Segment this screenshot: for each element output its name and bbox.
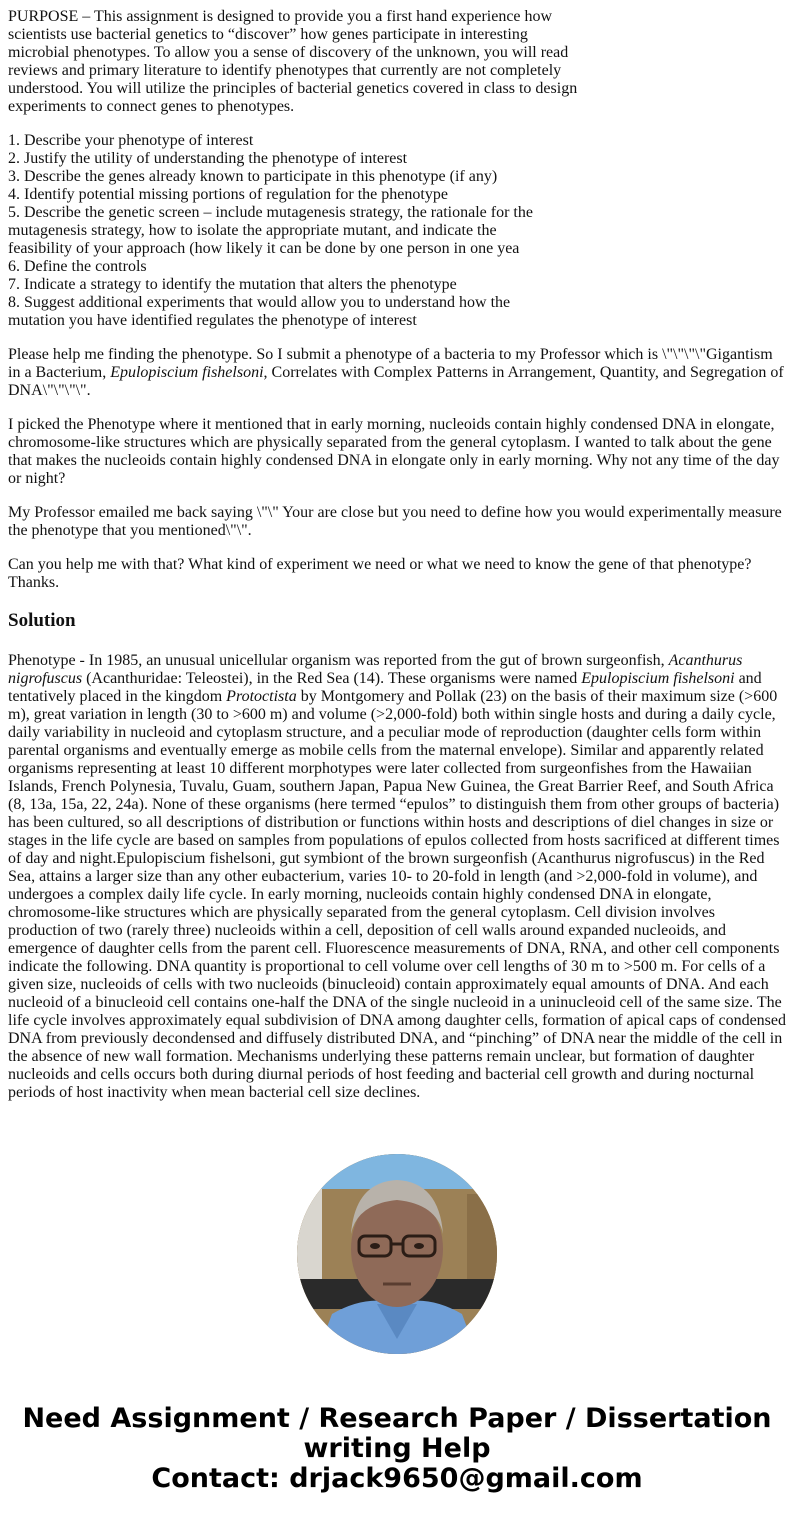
task-line: 4. Identify potential missing portions of regulation for the phenotype [8,186,448,203]
species-name: Epulopiscium fishelsoni [110,364,264,381]
picked-paragraph: I picked the Phenotype where it mentioned that in early morning, nucleoids contain highly condensed DNA in elongate, chromosome-like structures which are physically separated from the general cytoplasm. I wanted to talk about the gene that makes the nucleoids contain highly condensed DNA in elongate only in early morning. Why not any time of the day or night? [8,416,780,487]
italic-term: Acanthurus nigrofuscus [8,652,743,687]
solution-text: (Acanthuridae: Teleostei), in the Red Sea (14). These organisms were named [82,670,582,687]
submit-paragraph [8,346,786,400]
avatar [297,1154,497,1354]
solution-heading: Solution [8,610,76,631]
task-line: 7. Indicate a strategy to identify the mutation that alters the phenotype [8,276,457,293]
footer-line: Need Assignment / Research Paper / Dissertation [22,1403,772,1434]
task-line: mutation you have identified regulates the phenotype of interest [8,312,417,329]
contact-footer [0,1404,794,1524]
solution-text: and tentatively placed in the kingdom [8,670,762,705]
purpose-paragraph: PURPOSE – This assignment is designed to provide you a first hand experience how scientists use bacterial genetics to “discover” how genes participate in interesting microbial phenotypes. To allow you a sense of discovery of the unknown, you will read reviews and primary literature to identify phenotypes that currently are not completely understood. You will utilize the principles of bacterial genetics covered in class to design experiments to connect genes to phenotypes. [8,8,578,115]
professor-paragraph: My Professor emailed me back saying \"\" Your are close but you need to define how you would experimentally measure the phenotype that you mentioned\"\". [8,504,782,539]
task-line: 5. Describe the genetic screen – include mutagenesis strategy, the rationale for the [8,204,533,221]
task-list [8,132,568,330]
task-line: 1. Describe your phenotype of interest [8,132,254,149]
italic-term: Epulopiscium fishelsoni [581,670,735,687]
avatar-container [0,1154,794,1354]
person-portrait-icon [297,1154,497,1354]
task-line: mutagenesis strategy, how to isolate the appropriate mutant, and indicate the [8,222,497,239]
solution-paragraph [8,652,786,1102]
task-line: 2. Justify the utility of understanding the phenotype of interest [8,150,408,167]
footer-contact: Contact: drjack9650@gmail.com [151,1463,643,1494]
task-line: 8. Suggest additional experiments that would allow you to understand how the [8,294,511,311]
submit-text-end: , Correlates with Complex Patterns in Arrangement, Quantity, and Segregation of DNA\"\"\"\". [8,364,784,399]
solution-text: by Montgomery and Pollak (23) on the basis of their maximum size (>600 m), great variation in length (30 to >600 m) and volume (>2,000-fold) both within single hosts and during a daily cycle, daily variability in nucleoid and cytoplasm structure, and a peculiar mode of reproduction (daughter cells form within parental organisms and eventually emerge as mobile cells from the maternal envelope). Similar and apparently related organisms representing at least 10 different morphotypes were later collected from surgeonfishes from the Hawaiian Islands, French Polynesia, Tuvalu, Guam, southern Japan, Papua New Guinea, the Great Barrier Reef, and South Africa (8, 13a, 15a, 22, 24a). None of these organisms (here termed “epulos” to distinguish them from other groups of bacteria) has been cultured, so all descriptions of distribution or functions within hosts and descriptions of diel changes in size or stages in the life cycle are based on samples from populations of epulos collected from hosts sacrificed at different times of day and night.Epulopiscium fishelsoni, gut symbiont of the brown surgeonfish (Acanthurus nigrofuscus) in the Red Sea, attains a larger size than any other eubacterium, varies 10- to 20-fold in length (and >2,000-fold in volume), and undergoes a complex daily life cycle. In early morning, nucleoids contain highly condensed DNA in elongate, chromosome-like structures which are physically separated from the general cytoplasm. Cell division involves production of two (rarely three) nucleoids within a cell, deposition of cell walls around expanded nucleoids, and emergence of daughter cells from the parent cell. Fluorescence measurements of DNA, RNA, and other cell components indicate the following. DNA quantity is proportional to cell volume over cell lengths of 30 m to >500 m. For cells of a given size, nucleoids of cells with two nucleoids (binucleoid) contain approximately equal amounts of DNA. And each nucleoid of a binucleoid cell contains one-half the DNA of the single nucleoid in a uninucleoid cell of the same size. The life cycle involves approximately equal subdivision of DNA among daughter cells, formation of apical caps of condensed DNA from previously decondensed and diffusely distributed DNA, and “pinching” of DNA near the middle of the cell in the absence of new wall formation. Mechanisms underlying these patterns remain unclear, but formation of daughter nucleoids and cells occurs both during diurnal periods of host feeding and bacterial cell growth and during nocturnal periods of host inactivity when mean bacterial cell size declines. [8,688,786,1101]
task-line: 3. Describe the genes already known to participate in this phenotype (if any) [8,168,498,185]
help-paragraph: Can you help me with that? What kind of experiment we need or what we need to know the gene of that phenotype? Thanks. [8,556,752,591]
task-line: 6. Define the controls [8,258,147,275]
footer-line: writing Help [303,1433,491,1464]
submit-text: Please help me finding the phenotype. So I submit a phenotype of a bacteria to my Professor which is \"\"\"\"Gigantism in a Bacterium, [8,346,773,381]
italic-term: Protoctista [226,688,297,705]
task-line: feasibility of your approach (how likely it can be done by one person in one yea [8,240,520,257]
solution-text: Phenotype - In 1985, an unusual unicellular organism was reported from the gut of brown surgeonfish, [8,652,669,669]
